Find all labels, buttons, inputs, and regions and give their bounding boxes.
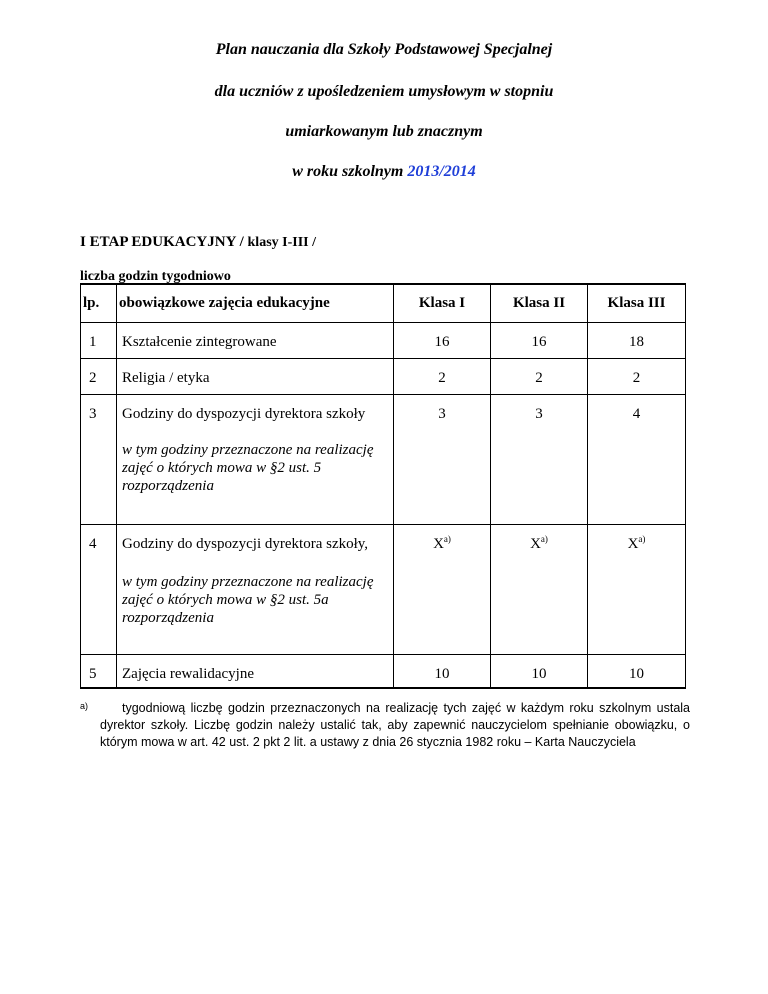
school-year: 2013/2014 <box>407 163 476 180</box>
row-subject: Kształcenie zintegrowane <box>117 322 394 358</box>
table-row <box>81 358 686 394</box>
header-subject: obowiązkowe zajęcia edukacyjne <box>117 284 394 322</box>
row-klasa-2: 10 <box>491 654 588 688</box>
header-klasa-2: Klasa II <box>491 284 588 322</box>
row-lp: 5 <box>81 654 117 688</box>
row-klasa-3: X <box>627 535 639 552</box>
footnote-ref: a) <box>638 533 646 544</box>
footnote-mark: a) <box>80 701 89 711</box>
title-line-2: dla uczniów z upośledzeniem umysłowym w stopniu <box>214 83 554 100</box>
row-klasa-2: 3 <box>491 394 588 524</box>
row-klasa-1: 3 <box>394 394 491 524</box>
row-klasa-1: 2 <box>394 358 491 394</box>
row-lp: 1 <box>81 322 117 358</box>
footnote <box>80 700 690 751</box>
title-line-3: umiarkowanym lub znacznym <box>285 123 483 140</box>
table-row <box>81 654 686 688</box>
header-klasa-3: Klasa III <box>588 284 686 322</box>
row-klasa-3: 4 <box>588 394 686 524</box>
row-klasa-1: X <box>433 535 444 552</box>
table-row <box>81 322 686 358</box>
row-klasa-1-cell <box>394 524 491 654</box>
table-row <box>81 524 686 654</box>
row-klasa-2-cell <box>491 524 588 654</box>
row-klasa-3: 2 <box>588 358 686 394</box>
curriculum-table <box>80 283 686 689</box>
header-lp: lp. <box>81 284 117 322</box>
row-klasa-2: X <box>530 535 541 552</box>
stage-heading <box>80 232 316 253</box>
hours-label: liczba godzin tygodniowo <box>80 269 231 284</box>
table-header-row <box>81 284 686 322</box>
row-lp: 2 <box>81 358 117 394</box>
title-line-1: Plan nauczania dla Szkoły Podstawowej Specjalnej <box>215 41 553 58</box>
row-subject: Religia / etyka <box>117 358 394 394</box>
row-klasa-2: 2 <box>491 358 588 394</box>
row-klasa-3-cell <box>588 524 686 654</box>
row-klasa-3: 10 <box>588 654 686 688</box>
row-klasa-3: 18 <box>588 322 686 358</box>
header-klasa-1: Klasa I <box>394 284 491 322</box>
row-klasa-1: 10 <box>394 654 491 688</box>
row-subject: Godziny do dyspozycji dyrektora szkoły, <box>122 535 369 552</box>
title-line-4 <box>0 162 768 182</box>
stage-title: I ETAP EDUKACYJNY / <box>80 234 248 250</box>
row-lp: 3 <box>81 394 117 524</box>
footnote-ref: a) <box>443 533 451 544</box>
row-subject: Zajęcia rewalidacyjne <box>117 654 394 688</box>
table-row <box>81 394 686 524</box>
title-prefix: w roku szkolnym <box>292 163 408 180</box>
row-subject-cell <box>117 524 394 654</box>
footnote-text: tygodniową liczbę godzin przeznaczonych na realizację tych zajęć w każdym roku szkolnym ustala dyrektor szkoły. Liczbę godzin należy ustalić tak, aby zapewnić nauczycielom spełnianie obowiązku, o którym mowa w art. 42 ust. 2 pkt 2 lit. a ustawy z dnia 26 stycznia 1982 roku – Karta Nauczyciela <box>100 701 690 749</box>
row-subject-cell <box>117 394 394 524</box>
row-lp: 4 <box>81 524 117 654</box>
row-klasa-1: 16 <box>394 322 491 358</box>
row-note: w tym godziny przeznaczone na realizację zajęć o których mowa w §2 ust. 5a rozporządzenia <box>122 573 374 626</box>
row-subject: Godziny do dyspozycji dyrektora szkoły <box>122 405 366 422</box>
row-note: w tym godziny przeznaczone na realizację zajęć o których mowa w §2 ust. 5 rozporządzenia <box>122 441 374 494</box>
stage-classes: klasy I-III / <box>247 235 316 250</box>
footnote-ref: a) <box>540 533 548 544</box>
row-klasa-2: 16 <box>491 322 588 358</box>
